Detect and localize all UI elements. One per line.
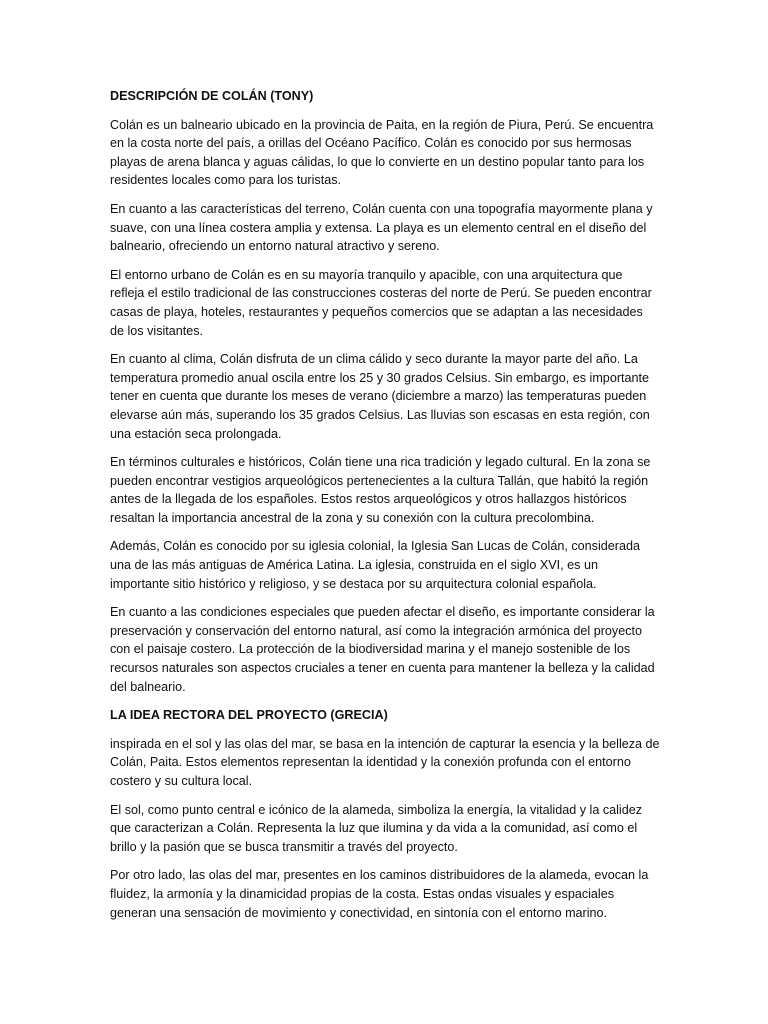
paragraph: En cuanto a las características del terreno, Colán cuenta con una topografía mayormente plana y suave, con una línea costera amplia y extensa. La playa es un elemento central en el diseño del balneario, ofreciendo un entorno natural atractivo y sereno. [110,201,653,254]
paragraph: En términos culturales e históricos, Colán tiene una rica tradición y legado cultural. En la zona se pueden encontrar vestigios arqueológicos pertenecientes a la cultura Tallán, que habitó la región antes de la llegada de los españoles. Estos restos arqueológicos y otros hallazgos históricos resaltan la importancia ancestral de la zona y su conexión con la cultura precolombina. [110,455,651,525]
section-heading-descripcion: DESCRIPCIÓN DE COLÁN (TONY) [110,89,314,103]
paragraph: En cuanto al clima, Colán disfruta de un clima cálido y seco durante la mayor parte del año. La temperatura promedio anual oscila entre los 25 y 30 grados Celsius. Sin embargo, es importante tener en cuenta que durante los meses de verano (diciembre a marzo) las temperaturas pueden elevarse aún más, superando los 35 grados Celsius. Las lluvias son escasas en esta región, con una estación seca prolongada. [110,352,650,441]
paragraph: Colán es un balneario ubicado en la provincia de Paita, en la región de Piura, Perú. Se encuentra en la costa norte del país, a orillas del Océano Pacífico. Colán es conocido por sus hermosas playas de arena blanca y aguas cálidas, lo que lo convierte en un destino popular tanto para los residentes locales como para los turistas. [110,117,654,188]
document-body [110,87,660,932]
paragraph: El sol, como punto central e icónico de la alameda, simboliza la energía, la vitalidad y la calidez que caracterizan a Colán. Representa la luz que ilumina y da vida a la comunidad, así como el brillo y la pasión que se busca transmitir a través del proyecto. [110,802,643,854]
paragraph: Por otro lado, las olas del mar, presentes en los caminos distribuidores de la alameda, evocan la fluidez, la armonía y la dinamicidad propias de la costa. Estas ondas visuales y espaciales generan una sensación de movimiento y conectividad, en sintonía con el entorno marino. [110,868,649,920]
paragraph: El entorno urbano de Colán es en su mayoría tranquilo y apacible, con una arquitectura que refleja el estilo tradicional de las construcciones costeras del norte de Perú. Se pueden encontrar casas de playa, hoteles, restaurantes y pequeños comercios que se adaptan a las necesidades de los visitantes. [110,267,652,338]
paragraph: Además, Colán es conocido por su iglesia colonial, la Iglesia San Lucas de Colán, considerada una de las más antiguas de América Latina. La iglesia, construida en el siglo XVI, es un importante sitio histórico y religioso, y se destaca por su arquitectura colonial española. [110,539,640,591]
section-heading-idea-rectora: LA IDEA RECTORA DEL PROYECTO (GRECIA) [110,708,388,723]
paragraph: inspirada en el sol y las olas del mar, se basa en la intención de capturar la esencia y la belleza de Colán, Paita. Estos elementos representan la identidad y la conexión profunda con el entorno costero y su cultura local. [110,736,660,788]
paragraph: En cuanto a las condiciones especiales que pueden afectar el diseño, es importante considerar la preservación y conservación del entorno natural, así como la integración armónica del proyecto con el paisaje costero. La protección de la biodiversidad marina y el manejo sostenible de los recursos naturales son aspectos cruciales a tener en cuenta para mantener la belleza y la calidad del balneario. [110,605,655,694]
